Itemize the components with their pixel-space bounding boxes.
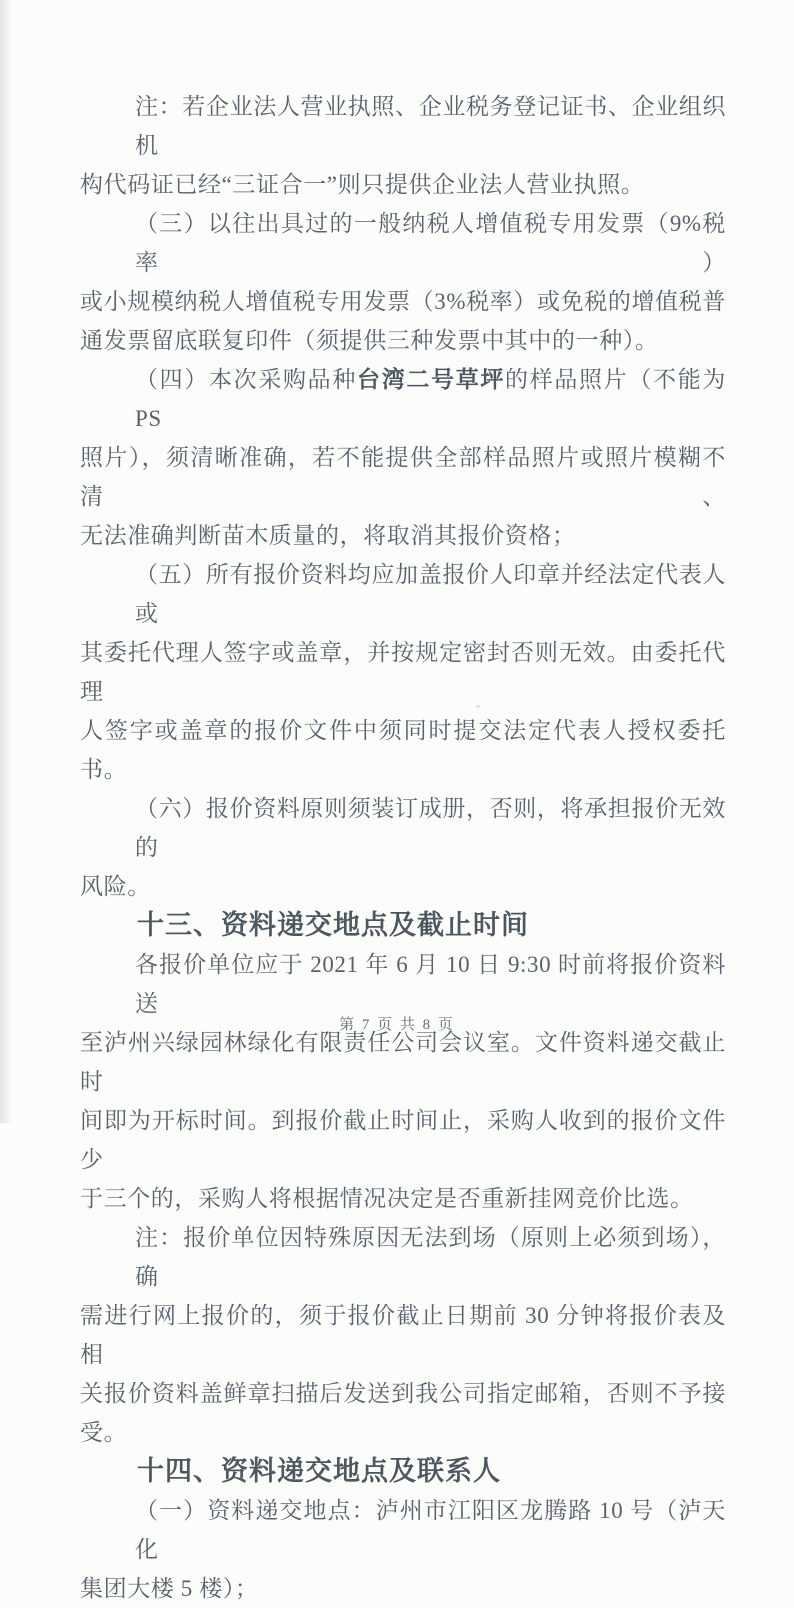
paragraph-clause-4-sample-photos <box>80 360 726 555</box>
section-14-heading: 十四、资料递交地点及联系人 <box>137 1456 501 1486</box>
bold-product-name: 台湾二号草坪 <box>357 366 506 392</box>
text-line: （五）所有报价资料均应加盖报价人印章并经法定代表人或 <box>135 562 726 626</box>
text-line <box>80 360 726 438</box>
text-line: 构代码证已经“三证合一”则只提供企业法人营业执照。 <box>80 172 645 197</box>
text-line: 关报价资料盖鲜章扫描后发送到我公司指定邮箱，否则不予接受。 <box>80 1381 726 1445</box>
text-line: 需进行网上报价的，须于报价截止日期前 30 分钟将报价表及相 <box>80 1303 726 1367</box>
paragraph-clause-6-binding <box>80 789 726 906</box>
text-line: 各报价单位应于 2021 年 6 月 10 日 9:30 时前将报价资料送 <box>135 952 726 1016</box>
text-line: 通发票留底联复印件（须提供三种发票中其中的一种）。 <box>80 328 659 353</box>
text-line: 人签字或盖章的报价文件中须同时提交法定代表人授权委托书。 <box>80 718 726 782</box>
paragraph-clause-5-seal-signature <box>80 555 726 789</box>
text-segment: （四）本次采购品种 <box>135 367 358 392</box>
text-line: 至泸州兴绿园林绿化有限责任公司会议室。文件资料递交截止时 <box>80 1030 726 1094</box>
text-line: 或小规模纳税人增值税专用发票（3%税率）或免税的增值税普 <box>80 289 726 314</box>
text-line: 注：若企业法人营业执照、企业税务登记证书、企业组织机 <box>135 94 726 158</box>
text-line: 无法准确判断苗木质量的，将取消其报价资格； <box>80 523 576 548</box>
text-line: 集团大楼 5 楼）； <box>80 1576 259 1601</box>
paragraph-clause-3-invoices <box>80 204 726 360</box>
text-line: 注：报价单位因特殊原因无法到场（原则上必须到场），确 <box>135 1225 726 1289</box>
text-line: 其委托代理人签字或盖章，并按规定密封否则无效。由委托代理 <box>80 640 726 704</box>
page-number: 第 7 页 共 8 页 <box>339 1017 455 1033</box>
text-line: （六）报价资料原则须装订成册，否则，将承担报价无效的 <box>135 796 726 860</box>
text-line: （一）资料递交地点：泸州市江阳区龙腾路 10 号（泸天化 <box>135 1498 726 1562</box>
paragraph-note-three-in-one <box>80 87 726 204</box>
text-line: 风险。 <box>80 874 151 899</box>
text-segment: 的样品照片（不能为 PS <box>135 367 726 431</box>
document-body <box>80 87 726 1608</box>
paragraph-clause-14-1-address <box>80 1491 726 1608</box>
text-line: 照片），须清晰准确，若不能提供全部样品照片或照片模糊不清、 <box>80 445 726 509</box>
section-13-heading: 十三、资料递交地点及截止时间 <box>137 910 529 940</box>
text-line: 于三个的，采购人将根据情况决定是否重新挂网竞价比选。 <box>80 1186 694 1211</box>
text-line: （三）以往出具过的一般纳税人增值税专用发票（9%税率） <box>135 211 726 275</box>
scan-edge-shadow <box>0 0 13 1123</box>
paragraph-note-remote-quotation <box>80 1218 726 1452</box>
paragraph-submission-deadline <box>80 945 726 1218</box>
text-line: 间即为开标时间。到报价截止时间止，采购人收到的报价文件少 <box>80 1108 726 1172</box>
